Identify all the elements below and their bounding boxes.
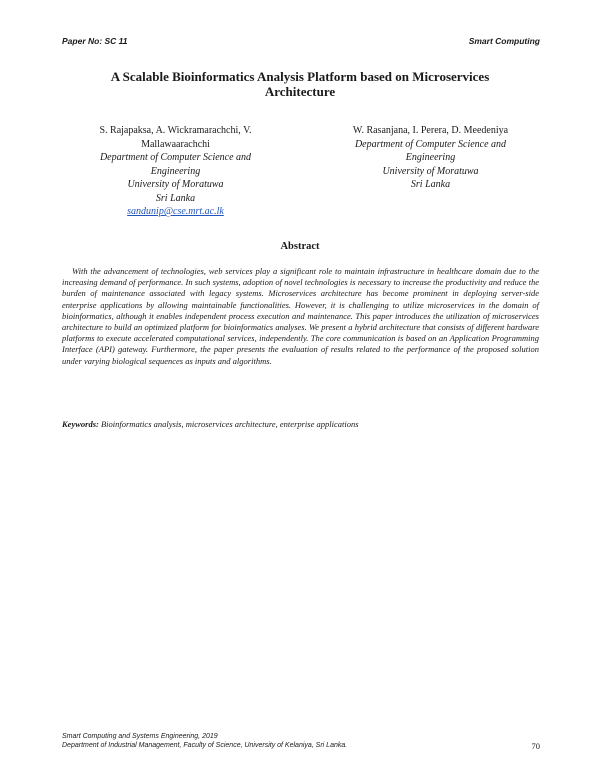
- author-names-line-1: S. Rajapaksa, A. Wickramarachchi, V.: [99, 125, 252, 136]
- author-block-left: [63, 124, 288, 219]
- footer-conference: Smart Computing and Systems Engineering, 2019: [62, 733, 218, 740]
- affiliation-line-1: Department of Computer Science and: [99, 152, 252, 163]
- affiliation-line-2: Engineering: [405, 152, 456, 163]
- paper-title: [70, 69, 530, 99]
- author-names-line-1: W. Rasanjana, I. Perera, D. Meedeniya: [352, 125, 509, 136]
- title-line-1: A Scalable Bioinformatics Analysis Platform based on Microservices: [110, 69, 490, 84]
- author-names-line-2: Mallawaarachchi: [141, 138, 210, 150]
- country: Sri Lanka: [155, 192, 196, 204]
- author-block-right: [318, 124, 543, 192]
- abstract-body: With the advancement of technologies, web services play a significant role to maintain infrastructure in healthcare domain due to the increasing demand of performance. In such systems, adoption of novel technologies is necessary to increase the productivity and reduce the burden of maintenance associated with legacy systems. Microservices architecture has become prominent in deploying server-side enterprise applications by allowing maintainable functionalities. However, it is challenging to utilize microservices in the domain of bioinformatics, although it enables independent process execution and maintenance. This paper introduces the utilization of microservices architecture to build an optimized platform for bioinformatics analyses. We present a hybrid architecture that consists of different hardware platforms to execute accelerated computational services, independently. The core communication is based on an Application Programming Interface (API) gateway. Furthermore, the paper presents the evaluation of results related to the performance of the proposed solution under varying biological sequences as inputs and algorithms.: [62, 266, 539, 366]
- page-number: 70: [531, 741, 540, 751]
- affiliation-line-1: Department of Computer Science and: [354, 138, 507, 150]
- author-email-link[interactable]: sandunip@cse.mrt.ac.lk: [127, 206, 224, 217]
- keywords: [62, 419, 539, 429]
- affiliation-line-2: Engineering: [150, 165, 201, 177]
- paper-number: Paper No: SC 11: [62, 36, 128, 46]
- university: University of Moratuwa: [127, 179, 224, 190]
- abstract-heading: Abstract: [280, 241, 320, 252]
- title-line-2: Architecture: [264, 84, 336, 99]
- country: Sri Lanka: [410, 179, 451, 190]
- keywords-text: Bioinformatics analysis, microservices architecture, enterprise applications: [100, 419, 359, 429]
- footer-info: [62, 733, 347, 750]
- track-name: Smart Computing: [468, 36, 540, 46]
- keywords-label: Keywords:: [62, 419, 99, 429]
- footer-department: Department of Industrial Management, Faculty of Science, University of Kelaniya, Sri Lanka.: [62, 741, 348, 749]
- university: University of Moratuwa: [382, 165, 479, 177]
